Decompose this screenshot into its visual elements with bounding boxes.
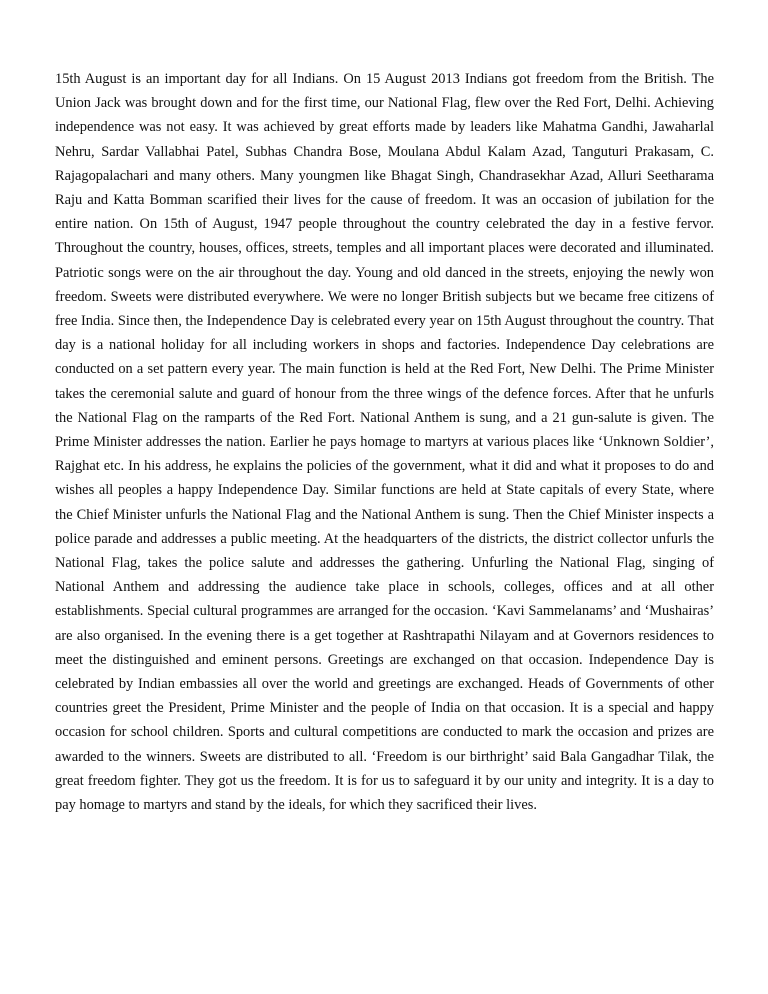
essay-paragraph: 15th August is an important day for all Indians. On 15 August 2013 Indians got freedom from the British. The Union Jack was brought down and for the first time, our National Flag, flew over the Red Fort, Delhi. Achieving independence was not easy. It was achieved by great efforts made by leaders like Mahatma Gandhi, Jawaharlal Nehru, Sardar Vallabhai Patel, Subhas Chandra Bose, Moulana Abdul Kalam Azad, Tanguturi Prakasam, C. Rajagopalachari and many others. Many youngmen like Bhagat Singh, Chandrasekhar Azad, Alluri Seetharama Raju and Katta Bomman scarified their lives for the cause of freedom. It was an occasion of jubilation for the entire nation. On 15th of August, 1947 people throughout the country celebrated the day in a festive fervor. Throughout the country, houses, offices, streets, temples and all important places were decorated and illuminated. Patriotic songs were on the air throughout the day. Young and old danced in the streets, enjoying the newly won freedom. Sweets were distributed everywhere. We were no longer British subjects but we became free citizens of free India. Since then, the Independence Day is celebrated every year on 15th August throughout the country. That day is a national holiday for all including workers in shops and factories. Independence Day celebrations are conducted on a set pattern every year. The main function is held at the Red Fort, New Delhi. The Prime Minister takes the ceremonial salute and guard of honour from the three wings of the defence forces. After that he unfurls the National Flag on the ramparts of the Red Fort. National Anthem is sung, and a 21 gun-salute is given. The Prime Minister addresses the nation. Earlier he pays homage to martyrs at various places like ‘Unknown Soldier’, Rajghat etc. In his address, he explains the policies of the government, what it did and what it proposes to do and wishes all peoples a happy Independence Day. Similar functions are held at State capitals of every State, where the Chief Minister unfurls the National Flag and the National Anthem is sung. Then the Chief Minister inspects a police parade and addresses a public meeting. At the headquarters of the districts, the district collector unfurls the National Flag, takes the police salute and addresses the gathering. Unfurling the National Flag, singing of National Anthem and addressing the audience take place in schools, colleges, offices and at all other establishments. Special cultural programmes are arranged for the occasion. ‘Kavi Sammelanams’ and ‘Mushairas’ are also organised. In the evening there is a get together at Rashtrapathi Nilayam and at Governors residences to meet the distinguished and eminent persons. Greetings are exchanged on that occasion. Independence Day is celebrated by Indian embassies all over the world and greetings are exchanged. Heads of Governments of other countries greet the President, Prime Minister and the people of India on that occasion. It is a special and happy occasion for school children. Sports and cultural competitions are conducted to mark the occasion and prizes are awarded to the winners. Sweets are distributed to all. ‘Freedom is our birthright’ said Bala Gangadhar Tilak, the great freedom fighter. They got us the freedom. It is for us to safeguard it by our unity and integrity. It is a day to pay homage to martyrs and stand by the ideals, for which they sacrificed their lives.	[55, 71, 714, 814]
